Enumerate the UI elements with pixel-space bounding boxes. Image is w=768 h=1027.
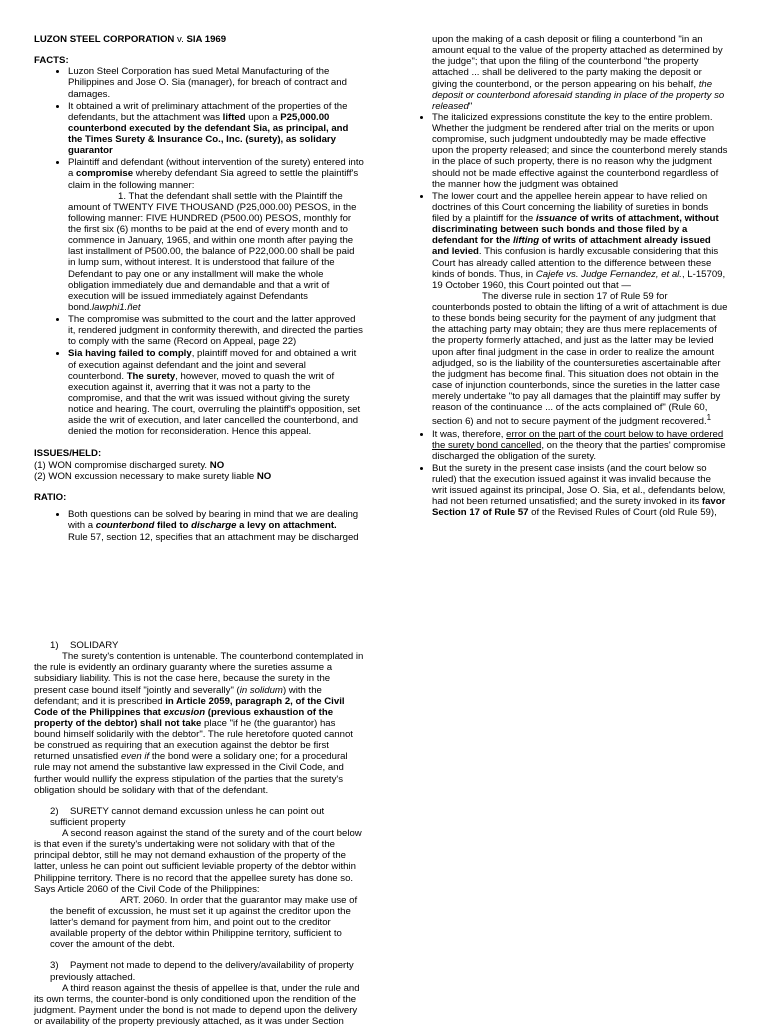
section-surety-excussion: 2) SURETY cannot demand excussion unless he can point out sufficient property bbox=[50, 805, 325, 828]
ratio-list bbox=[34, 509, 364, 531]
col2-item-4: • But the surety in the present case insists (and the court below so ruled) that the execution issued against it was invalid because the writ issued against its principal, Jose O. Sia, et al., defendants below, had not been returned unsatisfied; and the surety invoked in its favor Section 17 of Rule 57 of the Revised Rules of Court (old Rule 59), bbox=[432, 463, 728, 519]
facts-heading: FACTS: bbox=[34, 55, 69, 67]
facts-item-1: • Luzon Steel Corporation has sued Metal Manufacturing of the Philippines and Jose O. Sia (manager), for breach of contract and damages. bbox=[68, 66, 364, 99]
section-payment: 3) Payment not made to depend to the delivery/availability of property previously attached. bbox=[50, 960, 354, 983]
section-solidary: 1) SOLIDARY bbox=[50, 640, 119, 651]
cajefe-quote: The diverse rule in section 17 of Rule 59 for counterbonds posted to obtain the lifting of a writ of attachment is due to these bonds being security for the payment of any judgment that the attaching party may obtain; they are thus mere replacements of the property formerly attached, and just as the latter may be levied upon after final judgment in the case in order to realize the amount adjudged, so is the liability of the countersureties ascertainable after the judgment has become final. This situation does not obtain in the case of injunction counterbonds, since the sureties in the latter case merely undertake "to pay all damages that the plaintiff may suffer by reason of the continuance ... of the acts complained of" (Rule 60, section 6) and not to secure payment of the judgment recovered.$^1$ bbox=[432, 290, 728, 428]
solidary-paragraph: The surety's contention is untenable. The counterbond contemplated in the rule is evidently an ordinary guaranty where the sureties assume a subsidiary liability. This is not the case here, because the surety in the present case bound itself "jointly and severally" (in solidum) with the defendant; and it is prescribed in Article 2059, paragraph 2, of the Civil Code of the Philippines that excusion (previous exhaustion of the property of the debtor) shall not take place "if he (the guarantor) has bound himself solidarily with the debtor". The rule heretofore quoted cannot be construed as requiring that an execution against the debtor be first returned unsatisfied even if the bond were a solidary one; for a procedural rule may not amend the substantive law expressed in the Civil Code, and further would nullify the express stipulation of the parties that the surety's obligation should be solidary with that of the defendant. bbox=[34, 651, 364, 796]
payment-paragraph: A third reason against the thesis of appellee is that, under the rule and its own terms, the counter-bond is only conditioned upon the rendition of the judgment. Payment under the bond is not made to depend upon the delivery or availability of the property previously attached, as it was under Section bbox=[34, 982, 360, 1027]
issues-heading: ISSUES/HELD: bbox=[34, 448, 102, 460]
facts-item-3: • Plaintiff and defendant (without intervention of the surety) entered into a compromise whereby defendant Sia agreed to settle the plaintiff's claim in the following manner: 1. That the defendant shall settle with the Plaintiff the amount of TWENTY FIVE THOUSAND (P25,000.00) PESOS, in the following manner: FIVE HUNDRED (P500.00) PESOS, monthly for the first six (6) months to be paid at the end of every month and to commence in January, 1965, and within one month after paying the last installment of P500.00, the balance of P22,000.00 shall be paid in lump sum, without interest. It is understood that failure of the Defendant to pay one or any installment will make the whole obligation immediately due and demandable and that a writ of execution will be issued immediately against Defendants bond.lawphi1.ñet bbox=[68, 157, 364, 313]
article-2060-quote: ART. 2060. In order that the guarantor may make use of the benefit of excussion, he must set it up against the creditor upon the latter's demand for payment from him, and point out to the creditor available property of the debtor within Philippine territory, sufficient to cover the amount of the debt. bbox=[50, 894, 358, 951]
case-party-year: SIA 1969 bbox=[186, 34, 227, 45]
ratio-item-1: • Both questions can be solved by bearing in mind that we are dealing with a counterbond filed to discharge a levy on attachment. bbox=[68, 509, 364, 531]
issue-1: (1) WON compromise discharged surety. NO bbox=[34, 459, 225, 471]
lawphil-mark: lawphi1.ñet bbox=[92, 301, 141, 313]
ratio-rule57: Rule 57, section 12, specifies that an attachment may be discharged bbox=[68, 532, 359, 544]
rule57-continuation: upon the making of a cash deposit or filing a counterbond "in an amount equal to the value of the property attached as determined by the judge"; that upon the filing of the counterbond "the property attached ... shall be delivered to the party making the deposit or giving the counterbond, or the person appearing on his behalf, the deposit or counterbond aforesaid standing in place of the property so released" bbox=[432, 34, 725, 112]
facts-item-2: • It obtained a writ of preliminary attachment of the properties of the defendants, but the attachment was lifted upon a P25,000.00 counterbond executed by the defendant Sia, as principal, and the Times Surety & Insurance Co., Inc. (surety), as solidary guarantor bbox=[68, 101, 364, 157]
issue-2: (2) WON excussion necessary to make surety liable NO bbox=[34, 470, 272, 482]
ratio-heading: RATIO: bbox=[34, 491, 67, 503]
col2-item-1: • The italicized expressions constitute the key to the entire problem. Whether the judgment be rendered after trial on the merits or upon compromise, such judgment undoubtedly may be made effective upon the property released; and since the counterbond merely stands in the place of such property, there is no reason why the judgment should not be made effective against the counterbond regardless of the manner how the judgment was obtained bbox=[432, 112, 728, 190]
versus-text: v. bbox=[174, 34, 187, 45]
case-name: LUZON STEEL CORPORATION bbox=[34, 34, 175, 45]
left-column bbox=[34, 34, 364, 543]
lower-left-column bbox=[34, 640, 364, 1027]
excussion-paragraph: A second reason against the stand of the surety and of the court below is that even if the surety's undertaking were not solidary with that of the principal debtor, still he may not demand exhaustion of the property of the latter, unless he can point out sufficient leviable property of the debtor within Philippine territory. There is no record that the appellee surety has done so. Says Article 2060 of the Civil Code of the Philippines: bbox=[34, 828, 362, 895]
facts-item-4: • The compromise was submitted to the court and the latter approved it, rendered judgment in conformity therewith, and directed the parties to comply with the same (Record on Appeal, page 22) bbox=[68, 314, 364, 347]
col2-item-3: • It was, therefore, error on the part of the court below to have ordered the surety bond cancelled, on the theory that the parties' compromise discharged the obligation of the surety. bbox=[432, 429, 728, 462]
facts-item-5: • Sia having failed to comply, plaintiff moved for and obtained a writ of execution against defendant and the joint and several counterbond. The surety, however, moved to quash the writ of execution against it, averring that it was not a party to the compromise, and that the writ was issued without giving the surety notice and hearing. The court, overruling the plaintiff's opposition, set aside the writ of execution, and later cancelled the counterbond, and denied the motion for reconsideration. Hence this appeal. bbox=[68, 348, 364, 437]
facts-list bbox=[34, 66, 364, 437]
case-title bbox=[34, 34, 364, 45]
compromise-quote: 1. That the defendant shall settle with the Plaintiff the amount of TWENTY FIVE THOUSAND (P25,000.00) PESOS, in the following manner: FIVE HUNDRED (P500.00) PESOS, monthly for the first six (6) months to be paid at the end of every month and to commence in January, 1965, and within one month after paying the last installment of P500.00, the balance of P22,000.00 shall be paid in lump sum, without interest. It is understood that failure of the Defendant to pay one or any installment will make the whole obligation immediately due and demandable and that a writ of execution will be issued immediately against Defendants bond.lawphi1.ñet bbox=[68, 190, 357, 313]
footnote-mark: 1 bbox=[706, 413, 712, 423]
col2-item-2: • The lower court and the appellee herein appear to have relied on doctrines of this Court concerning the liability of sureties in bonds filed by a plaintiff for the issuance of writs of attachment, without discriminating between such bonds and those filed by a defendant for the lifting of writs of attachment already issued and levied. This confusion is hardly excusable considering that this Court has already called attention to the difference between these kinds of bonds. Thus, in Cajefe vs. Judge Fernandez, et al., L-15709, 19 October 1960, this Court pointed out that — The diverse rule in section 17 of Rule 59 for counterbonds posted to obtain the lifting of a writ of attachment is due to these bonds being security for the payment of any judgment that the attaching party may obtain; they are thus mere replacements of the property formerly attached, and just as the latter may be levied upon after final judgment in the case in order to realize the amount adjudged, so is the liability of the countersureties ascertainable after the judgment has become final. This situation does not obtain in the case of injunction counterbonds, since the sureties in the latter case merely undertake "to pay all damages that the plaintiff may suffer by reason of the continuance ... of the acts complained of" (Rule 60, section 6) and not to secure payment of the judgment recovered.$^1$ bbox=[432, 191, 728, 428]
right-column bbox=[418, 34, 728, 520]
col2-list bbox=[418, 112, 728, 519]
